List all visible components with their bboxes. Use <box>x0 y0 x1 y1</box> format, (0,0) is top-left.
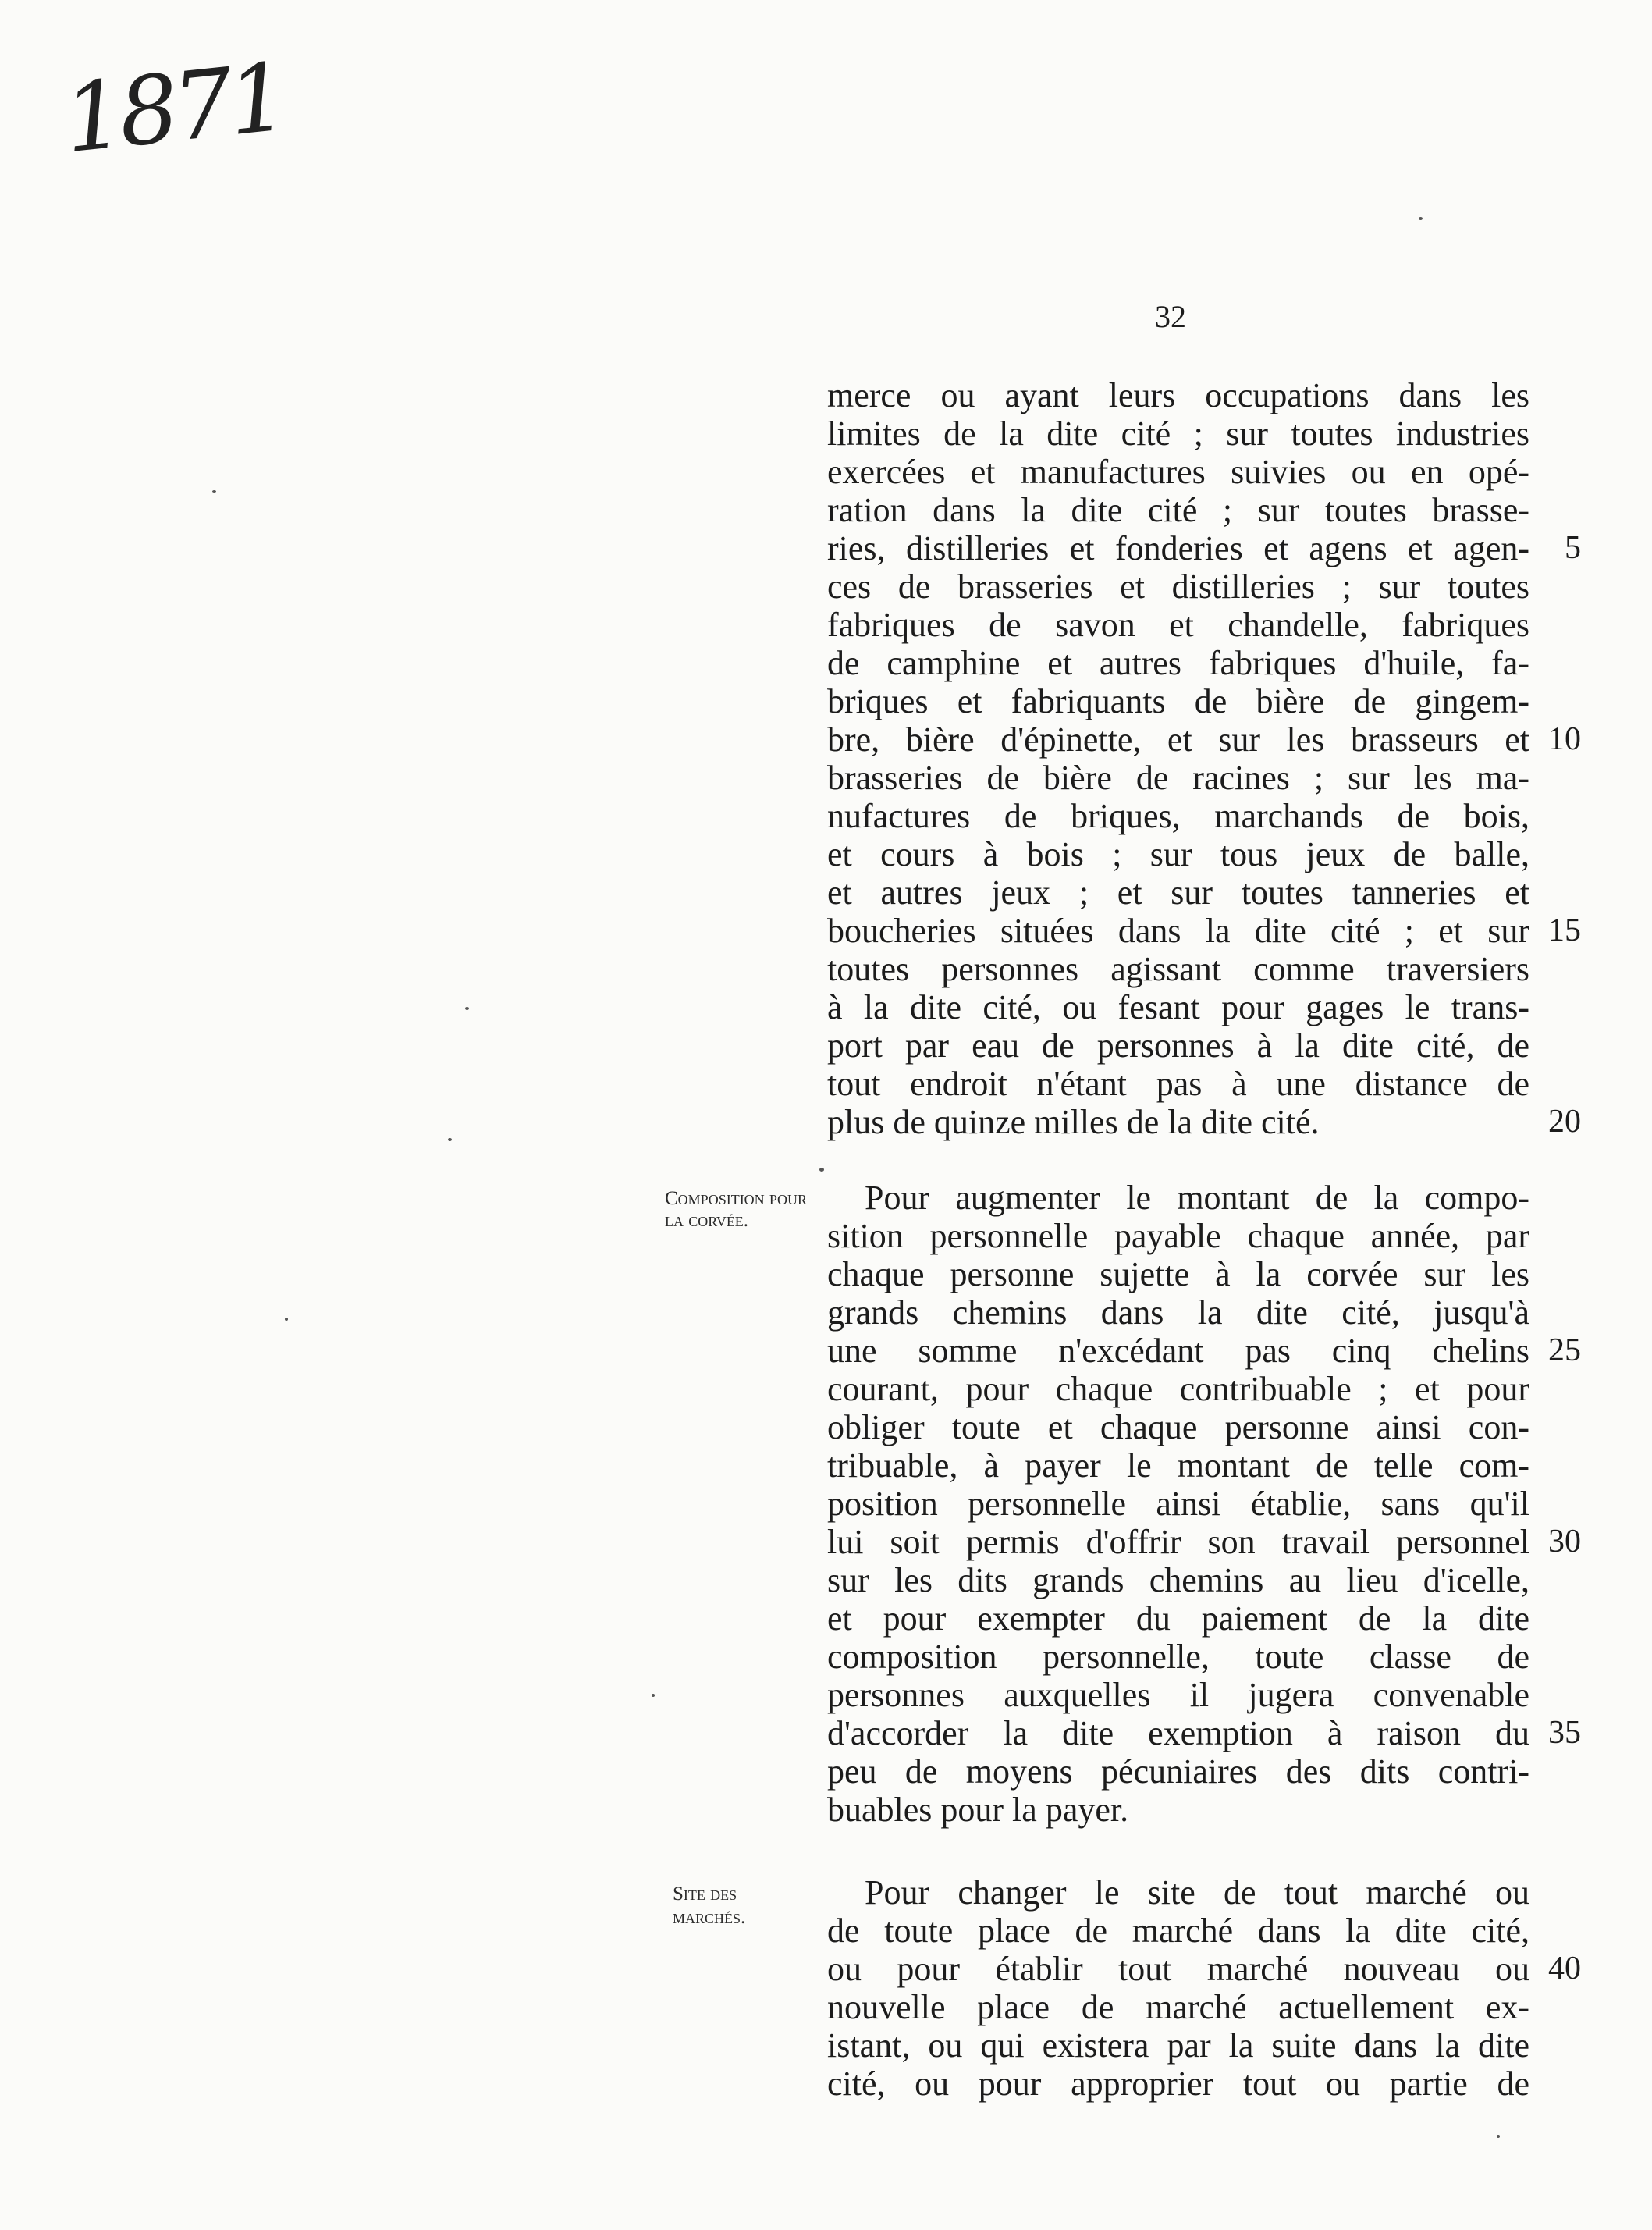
line-number: 35 <box>1548 1715 1581 1751</box>
text-line: buables pour la payer. <box>827 1791 1129 1829</box>
line-number: 30 <box>1548 1524 1581 1560</box>
text-line: peu de moyens pécuniaires des dits contri- <box>827 1752 1529 1791</box>
text-line: ces de brasseries et distilleries ; sur toutes <box>827 567 1529 606</box>
text-line: d'accorder la dite exemption à raison du <box>827 1714 1529 1752</box>
scan-speck <box>465 1007 469 1010</box>
scan-speck <box>448 1138 452 1141</box>
scan-speck <box>285 1318 288 1321</box>
line-number: 5 <box>1565 530 1581 566</box>
scan-speck <box>212 490 216 493</box>
line-number: 20 <box>1548 1104 1581 1140</box>
line-number: 10 <box>1548 721 1581 757</box>
text-line: istant, ou qui existera par la suite dans la dite <box>827 2026 1529 2065</box>
text-line: brasseries de bière de racines ; sur les ma- <box>827 759 1529 797</box>
line-number: 40 <box>1548 1951 1581 1986</box>
text-line: nufactures de briques, marchands de bois, <box>827 797 1529 835</box>
text-line: tribuable, à payer le montant de telle com- <box>827 1446 1529 1485</box>
text-line: bre, bière d'épinette, et sur les brasseurs et <box>827 720 1529 759</box>
line-number: 15 <box>1548 912 1581 948</box>
text-line: et cours à bois ; sur tous jeux de balle, <box>827 835 1529 873</box>
page-number: 32 <box>1155 299 1186 334</box>
text-line: fabriques de savon et chandelle, fabriques <box>827 606 1529 644</box>
text-line: une somme n'excédant pas cinq chelins <box>827 1332 1529 1370</box>
text-line: plus de quinze milles de la dite cité. <box>827 1103 1320 1141</box>
text-line: et autres jeux ; et sur toutes tanneries et <box>827 873 1529 912</box>
text-line: nouvelle place de marché actuellement ex- <box>827 1988 1529 2026</box>
text-line: ou pour établir tout marché nouveau ou <box>827 1950 1529 1988</box>
text-line: toutes personnes agissant comme traversiers <box>827 950 1529 988</box>
scan-speck <box>1497 2135 1500 2138</box>
text-line: et pour exempter du paiement de la dite <box>827 1599 1529 1638</box>
text-line: sur les dits grands chemins au lieu d'icelle, <box>827 1561 1529 1599</box>
text-line: personnes auxquelles il jugera convenable <box>827 1676 1529 1714</box>
text-line: courant, pour chaque contribuable ; et pour <box>827 1370 1529 1408</box>
text-line: sition personnelle payable chaque année, par <box>827 1217 1529 1255</box>
text-line: limites de la dite cité ; sur toutes industries <box>827 414 1529 453</box>
scan-speck <box>1419 217 1423 220</box>
text-line: Pour changer le site de tout marché ou <box>865 1873 1529 1912</box>
scan-speck <box>819 1168 824 1172</box>
text-line: lui soit permis d'offrir son travail personnel <box>827 1523 1529 1561</box>
text-line: ries, distilleries et fonderies et agens et agen- <box>827 529 1529 567</box>
text-line: cité, ou pour approprier tout ou partie de <box>827 2065 1529 2103</box>
text-line: composition personnelle, toute classe de <box>827 1638 1529 1676</box>
scan-speck <box>652 1694 655 1697</box>
text-line: grands chemins dans la dite cité, jusqu'à <box>827 1293 1529 1332</box>
text-line: de toute place de marché dans la dite cité, <box>827 1912 1529 1950</box>
text-line: de camphine et autres fabriques d'huile, fa- <box>827 644 1529 682</box>
text-line: boucheries situées dans la dite cité ; et sur <box>827 912 1529 950</box>
margin-note-composition: Composition pour la corvée. <box>665 1188 807 1231</box>
margin-note-site-marches: Site des marchés. <box>673 1883 746 1928</box>
text-line: à la dite cité, ou fesant pour gages le trans- <box>827 988 1529 1026</box>
text-line: position personnelle ainsi établie, sans qu'il <box>827 1485 1529 1523</box>
text-line: Pour augmenter le montant de la compo- <box>865 1179 1529 1217</box>
text-line: obliger toute et chaque personne ainsi con- <box>827 1408 1529 1446</box>
text-line: exercées et manufactures suivies ou en opé- <box>827 453 1529 491</box>
text-line: port par eau de personnes à la dite cité, de <box>827 1026 1529 1065</box>
line-number: 25 <box>1548 1332 1581 1368</box>
text-line: ration dans la dite cité ; sur toutes brasse- <box>827 491 1529 529</box>
handwritten-year-annotation: 1871 <box>59 43 289 175</box>
text-line: merce ou ayant leurs occupations dans les <box>827 376 1529 414</box>
text-line: chaque personne sujette à la corvée sur les <box>827 1255 1529 1293</box>
text-line: tout endroit n'étant pas à une distance de <box>827 1065 1529 1103</box>
text-line: briques et fabriquants de bière de gingem- <box>827 682 1529 720</box>
